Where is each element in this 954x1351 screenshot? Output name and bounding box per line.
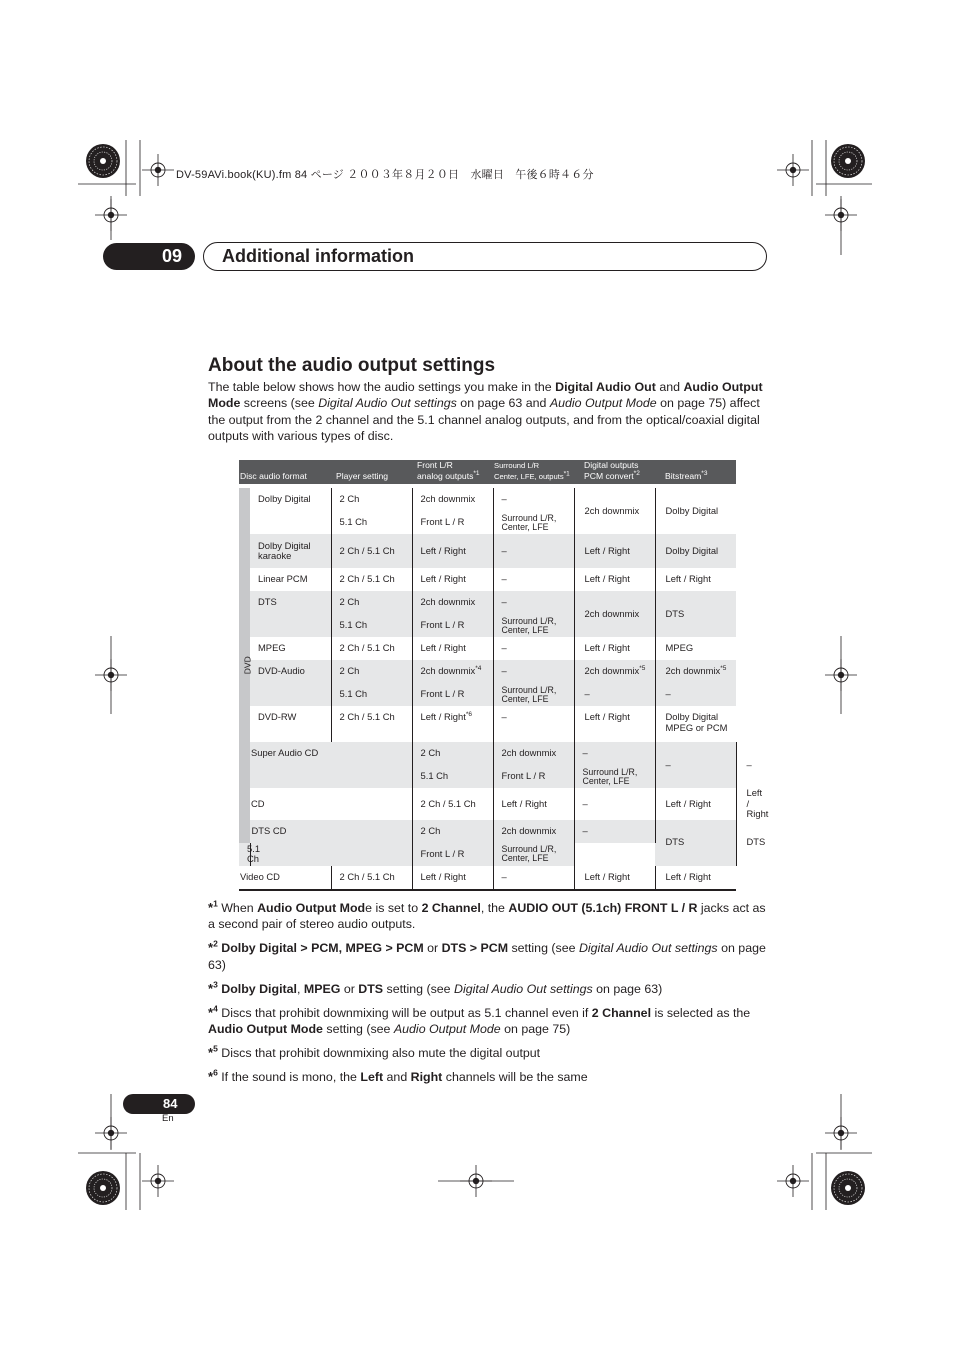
- intro-paragraph: The table below shows how the audio settings you make in the Digital Audio Out and Audio Output Mode screens (see Digital Audio Out settings on page 63 and Audio Output Mode on page 75) affect the output from the 2 channel and the 5.1 channel analog outputs, and from the optical/coaxial digital outputs with various types of disc.: [208, 380, 763, 444]
- header-front-lr: Front L/R analog outputs$^{*1}$: [412, 460, 493, 484]
- header-disc-format: Disc audio format: [239, 460, 331, 484]
- footnote-1: *$^1$ When Audio Output Mode is set to 2 Channel, the AUDIO OUT (5.1ch) FRONT L / R jacks act as a second pair of stereo audio outputs.: [208, 898, 766, 932]
- chapter-number: 09: [103, 243, 195, 270]
- footnote-2: *$^2$ Dolby Digital > PCM, MPEG > PCM or DTS > PCM setting (see Digital Audio Out settings on page 63): [208, 938, 766, 972]
- table-row: DTS 2 Ch 2ch downmix – 2ch downmix DTS: [239, 591, 736, 614]
- header-player-setting: Player setting: [331, 460, 412, 484]
- header-bitstream: Bitstream$^{*3}$: [655, 460, 736, 484]
- page-number: 84: [123, 1094, 195, 1114]
- table-row: DVD Dolby Digital 2 Ch 2ch downmix – 2ch downmix Dolby Digital: [239, 488, 736, 511]
- audio-output-table: Disc audio format Player setting Front L/R analog outputs$^{*1}$ Surround L/R Center, LFE, outputs$^{*1}$ Digital outputs PCM convert$^{*2}$ Bitstream$^{*3}$ DVD Dolby Digital 2 Ch 2ch downmix – 2ch downmix Dolby Digital 5.1 Ch Front L / R Surround L/R, Center, LFE Dolby Digital karaoke 2 Ch / 5.1 Ch Left / Right – Left / Right Dolby Digital Linear PCM 2 Ch / 5.1 Ch Left / Right – Left / Right Left / Right DTS 2 Ch 2ch downmix – 2ch downmix DTS 5.1 Ch Front L / R Surround L/R, Center, LFE MPEG 2 Ch / 5.1 Ch Left / Right – Left / Right MPEG DVD-Audio 2 Ch 2ch downmix$^{*4}$ – 2ch downmix$^{*5}$ 2ch downmix$^{*5}$ 5.1 Ch Front L / R Surround L/R, Center, LFE – – DVD-RW 2 Ch / 5.1 Ch Left / Right$^{*6}$ – Left / Right Dolby Digital MPEG or PCM Super Audio CD 2 Ch 2ch downmix – – – 5.1 Ch Front L / R Surround L/R, Center, LFE CD 2 Ch / 5.1 Ch Left / Right – Left / Right Left / Right DTS CD 2 Ch 2ch downmix – DTS DTS 5.1 Ch Front L / R Surround L/R, Center, LFE Video CD 2 Ch / 5.1 Ch Left / Right – Left / Right Left / Right: [239, 460, 736, 891]
- chapter-title: Additional information: [203, 242, 767, 271]
- table-row: CD 2 Ch / 5.1 Ch Left / Right – Left / Right Left / Right: [251, 787, 769, 819]
- table-row: Video CD 2 Ch / 5.1 Ch Left / Right – Left / Right Left / Right: [239, 866, 736, 890]
- header-pcm-convert: Digital outputs PCM convert$^{*2}$: [574, 460, 655, 484]
- header-surround: Surround L/R Center, LFE, outputs$^{*1}$: [493, 460, 574, 484]
- table-row: Dolby Digital karaoke 2 Ch / 5.1 Ch Left / Right – Left / Right Dolby Digital: [239, 534, 736, 568]
- section-title: About the audio output settings: [208, 355, 496, 376]
- page-language: En: [162, 1113, 174, 1124]
- table-row: DTS CD 2 Ch 2ch downmix – DTS DTS: [239, 820, 736, 843]
- file-header: DV-59AVi.book(KU).fm 84 ページ ２００３年８月２０日 水曜日 午後６時４６分: [176, 169, 594, 181]
- footnote-3: *$^3$ Dolby Digital, MPEG or DTS setting (see Digital Audio Out settings on page 63): [208, 979, 663, 996]
- table-row: DVD-RW 2 Ch / 5.1 Ch Left / Right$^{*6}$ – Left / Right Dolby Digital MPEG or PCM: [239, 706, 736, 742]
- table-header-row: [239, 460, 736, 484]
- table-row: MPEG 2 Ch / 5.1 Ch Left / Right – Left / Right MPEG: [239, 637, 736, 660]
- table-row: Super Audio CD 2 Ch 2ch downmix – – –: [239, 742, 736, 765]
- footnote-6: *$^6$ If the sound is mono, the Left and Right channels will be the same: [208, 1067, 588, 1084]
- table-row: Linear PCM 2 Ch / 5.1 Ch Left / Right – Left / Right Left / Right: [239, 568, 736, 591]
- footnote-5: *$^5$ Discs that prohibit downmixing also mute the digital output: [208, 1043, 541, 1060]
- footnote-4: *$^4$ Discs that prohibit downmixing will be output as 5.1 channel even if 2 Channel is selected as the Audio Output Mode setting (see Audio Output Mode on page 75): [208, 1003, 751, 1036]
- footnotes: [208, 900, 768, 1093]
- dvd-group-label: DVD: [239, 488, 250, 843]
- table-row: DVD-Audio 2 Ch 2ch downmix$^{*4}$ – 2ch downmix$^{*5}$ 2ch downmix$^{*5}$: [239, 660, 736, 683]
